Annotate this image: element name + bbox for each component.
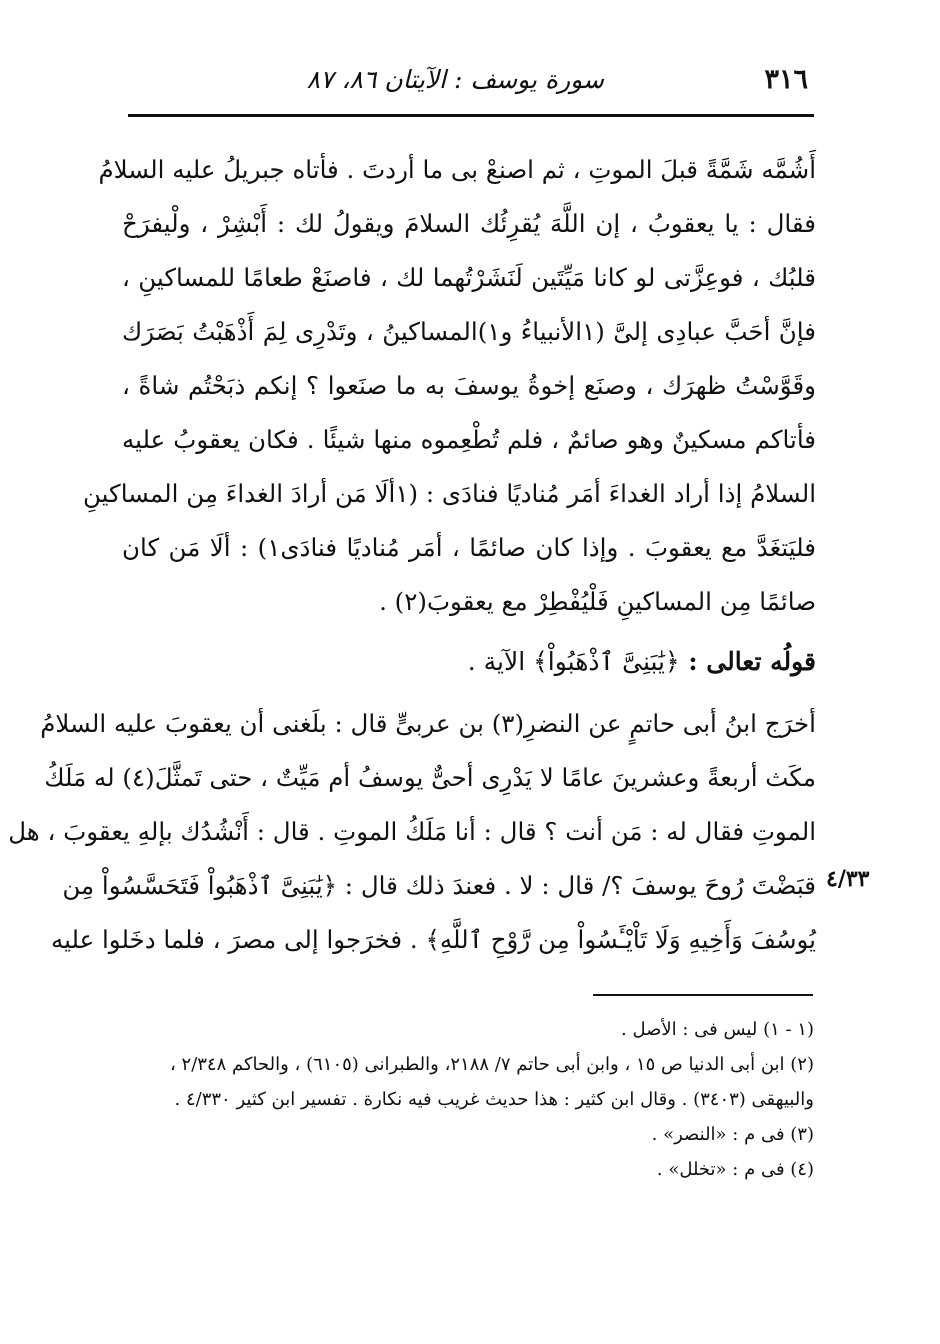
text-line: قلبُك ، فوعِزَّتى لو كانا مَيِّتَين لَنَشَرْتُهما لك ، فاصنَعْ طعامًا للمساكينِ ، — [122, 263, 816, 292]
text-line: الموتِ فقال له : مَن أنت ؟ قال : أنا مَلَكُ الموتِ . قال : أَنْشُدُك بإلهِ يعقوبَ ، هل — [8, 817, 816, 846]
footnote-rule — [593, 994, 813, 996]
text-line: قبَضْتَ رُوحَ يوسفَ ؟/ قال : لا . فعندَ ذلك قال : ﴿يَٰبَنِىَّ ٱذْهَبُواْ فَتَحَسَّسُواْ مِن — [62, 871, 816, 900]
text-line: صائمًا مِن المساكينِ فَلْيُفْطِرْ مع يعقوبَ(٢) . — [379, 587, 816, 616]
section-heading — [122, 631, 816, 693]
header-rule — [128, 114, 814, 117]
text-line: يُوسُفَ وَأَخِيهِ وَلَا تَاْيْـَٔسُواْ مِن رَّوْحِ ٱللَّهِ﴾ . فخرَجوا إلى مصرَ ، فلما دخَلوا عليه — [50, 925, 816, 954]
footnote: والبيهقى (٣٤٠٣) . وقال ابن كثير : هذا حديث غريب فيه نكارة . تفسير ابن كثير ٤/٣٣٠ . — [174, 1089, 814, 1110]
footnote: (٢) ابن أبى الدنيا ص ١٥ ، وابن أبى حاتم ٧/ ٢١٨٨، والطبرانى (٦١٠٥) ، والحاكم ٢/٣٤٨ ، — [170, 1054, 814, 1075]
footnote: (٣) فى م : «النصر» . — [651, 1124, 814, 1145]
margin-reference: ٤/٣٣ — [826, 866, 870, 892]
text-line: مكَث أربعةً وعشرينَ عامًا لا يَدْرِى أحىٌّ يوسفُ أم مَيِّتٌ ، حتى تَمثَّلَ(٤) له مَلَكُ — [44, 763, 816, 792]
text-line: أَشُمَّه شَمَّةً قبلَ الموتِ ، ثم اصنعْ بى ما أردتَ . فأتاه جبريلُ عليه السلامُ — [98, 155, 816, 184]
text-line: فقال : يا يعقوبُ ، إن اللَّهَ يُقرِئُك السلامَ ويقولُ لك : أَبْشِرْ ، ولْيفرَحْ — [122, 209, 816, 238]
text-line: فليَتغَدَّ مع يعقوبَ . وإذا كان صائمًا ، أمَر مُناديًا فنادَى١) : ألَا مَن كان — [122, 533, 817, 562]
text-line: أخرَج ابنُ أبى حاتمٍ عن النضرِ(٣) بن عربىٍّ قال : بلَغنى أن يعقوبَ عليه السلامُ — [40, 709, 816, 738]
page-header — [128, 56, 814, 106]
text-line: فإنَّ أحَبَّ عبادِى إلىَّ (١الأنبياءُ و١)المساكينُ ، وتَدْرِى لِمَ أَذْهَبْتُ بَصَرَك — [122, 317, 816, 346]
heading-ayah: ﴿يَٰبَنِىَّ ٱذْهَبُواْ﴾ الآية . — [467, 647, 680, 676]
text-line: السلامُ إذا أراد الغداءَ أمَر مُناديًا فنادَى : (١ألَا مَن أرادَ الغداءَ مِن المساكينِ — [82, 479, 816, 508]
main-text — [8, 143, 817, 967]
page-number: ٣١٦ — [764, 64, 808, 95]
footnotes — [150, 1012, 814, 1187]
text-line: فأتاكم مسكينٌ وهو صائمٌ ، فلم تُطْعِموه منها شيئًا . فكان يعقوبُ عليه — [122, 425, 816, 454]
running-title: سورة يوسف : الآيتان ٨٦، ٨٧ — [306, 65, 604, 94]
footnote: (٤) فى م : «تخلل» . — [656, 1159, 814, 1180]
footnote: (١ - ١) ليس فى : الأصل . — [621, 1019, 814, 1040]
text-line: وقَوَّسْتُ ظهرَك ، وصنَع إخوةُ يوسفَ به ما صنَعوا ؟ إنكم ذبَحْتُم شاةً ، — [122, 371, 816, 400]
heading-label: قولُه تعالى : — [688, 647, 816, 676]
